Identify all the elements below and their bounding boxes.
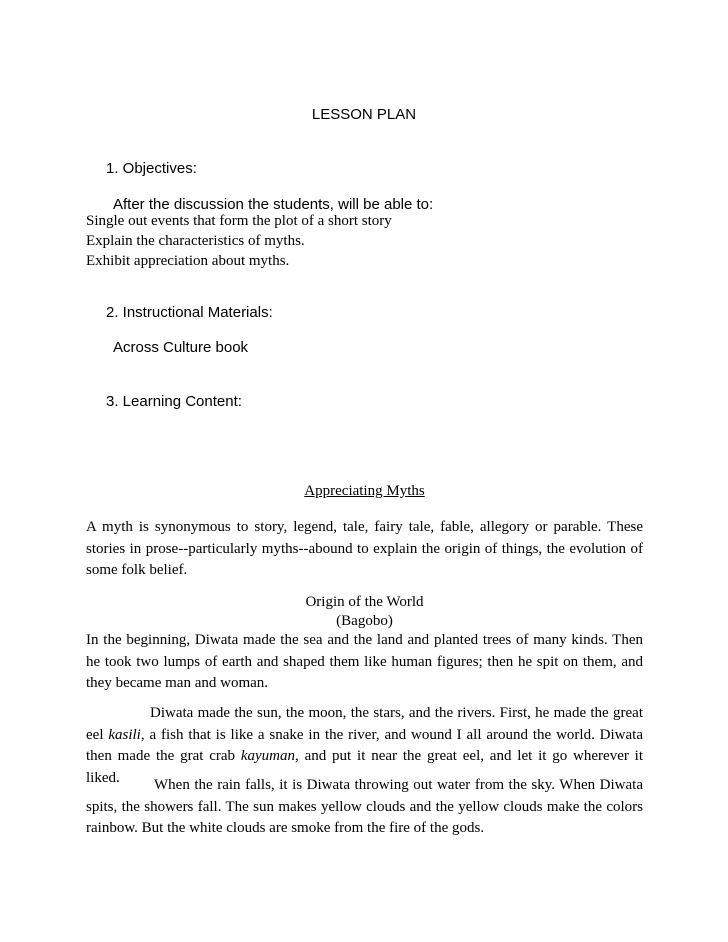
objective-item-3: Exhibit appreciation about myths. — [86, 253, 290, 269]
article-title-text: Appreciating Myths — [304, 483, 425, 499]
page-title — [0, 106, 728, 123]
story-title: Origin of the World — [305, 594, 424, 610]
story-paragraph-1: In the beginning, Diwata made the sea and the land and planted trees of many kinds. Then he took two lumps of earth and shaped them like human figures; then he spit on them, and they became man and woman. — [86, 632, 643, 691]
materials-heading: 2. Instructional Materials: — [106, 304, 273, 321]
story-paragraph-3: When the rain falls, it is Diwata throwing out water from the sky. When Diwata spits, the showers fall. The sun makes yellow clouds and the yellow clouds make the colors rainbow. But the white clouds are smoke from the fire of the gods. — [86, 777, 643, 836]
content-heading: 3. Learning Content: — [106, 393, 242, 410]
objectives-intro: After the discussion the students, will be able to: — [113, 196, 434, 213]
p2-text-b: , a fish that is like a snake in the river, and wound I all around the world. Diwata then made the grat crab — [86, 726, 643, 764]
objectives-heading: 1. Objectives: — [106, 160, 197, 177]
p2-text-c: , and put it near the great eel, and let it go wherever it liked. — [86, 748, 644, 786]
page-title-text: LESSON PLAN — [311, 106, 417, 123]
objective-item-2: Explain the characteristics of myths. — [86, 233, 305, 249]
materials-item: Across Culture book — [113, 339, 249, 356]
story-origin: (Bagobo) — [336, 613, 393, 629]
p2-term-kayuman: kayuman — [240, 748, 296, 764]
p2-text-a: Diwata made the sun, the moon, the stars, and the rivers. First, he made the great eel — [86, 705, 643, 743]
objective-item-1: Single out events that form the plot of a short story — [86, 213, 392, 229]
article-title — [86, 483, 643, 500]
p2-term-kasili: kasili — [108, 726, 141, 743]
article-intro: A myth is synonymous to story, legend, tale, fairy tale, fable, allegory or parable. These stories in prose--particularly myths--abound to explain the origin of things, the evolution of some folk belief. — [86, 519, 643, 578]
